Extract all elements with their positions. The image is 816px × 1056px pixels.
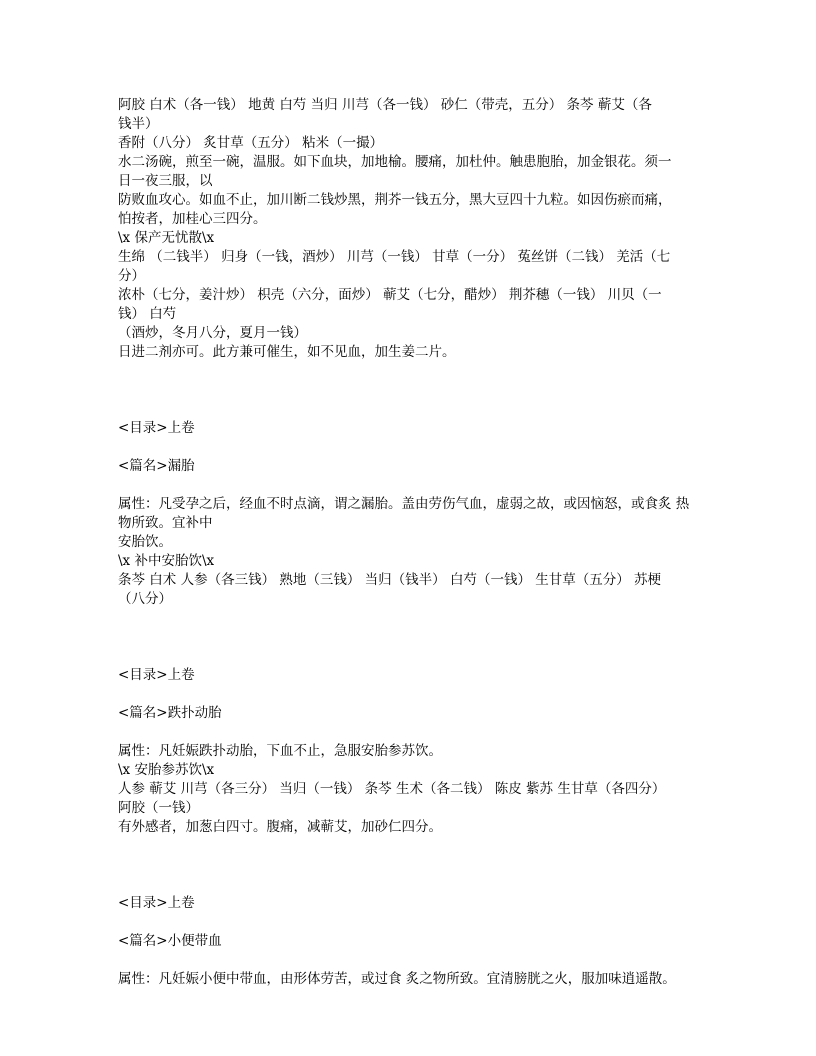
text-line: 防败血攻心。如血不止，加川断二钱炒黑，荆芥一钱五分，黑大豆四十九粒。如因伤瘀而痛， xyxy=(118,192,672,208)
spacer xyxy=(118,476,703,495)
text-line: 日进二剂亦可。此方兼可催生，如不见血，加生姜二片。 xyxy=(118,344,456,360)
text-line: 钱半） xyxy=(118,116,159,132)
section-lou-tai xyxy=(118,419,703,609)
text-line: 属性：凡受孕之后，经血不时点滴，谓之漏胎。盖由劳伤气血，虚弱之故，或因恼怒，或食炙 热 xyxy=(118,496,690,512)
section-continuation xyxy=(118,96,703,362)
text-line: （八分） xyxy=(118,591,172,607)
text-line: 安胎饮。 xyxy=(118,534,172,550)
chapter-title: <篇名>漏胎 xyxy=(118,458,195,474)
text-line: 日一夜三服，以 xyxy=(118,173,213,189)
text-line: 属性：凡妊娠小便中带血，由形体劳苦，或过食 炙之物所致。宜清膀胱之火，服加味逍遥散。 xyxy=(118,971,676,987)
chapter-title: <篇名>小便带血 xyxy=(118,933,222,949)
catalog-label: <目录>上卷 xyxy=(118,895,195,911)
text-line: 人参 蕲艾 川芎（各三分） 当归（一钱） 条芩 生术（各二钱） 陈皮 紫苏 生甘草（各四分） xyxy=(118,781,666,797)
section-die-pu-dong-tai xyxy=(118,666,703,837)
recipe-heading: \x 补中安胎饮\x xyxy=(118,553,215,569)
text-line: 属性：凡妊娠跌扑动胎，下血不止，急服安胎参苏饮。 xyxy=(118,743,442,759)
text-line: 钱） 白芍 xyxy=(118,306,177,322)
text-line: （酒炒，冬月八分，夏月一钱） xyxy=(118,325,307,341)
spacer xyxy=(118,951,703,970)
chapter-title: <篇名>跌扑动胎 xyxy=(118,705,222,721)
spacer xyxy=(118,685,703,704)
recipe-heading: \x 安胎参苏饮\x xyxy=(118,762,215,778)
spacer xyxy=(118,438,703,457)
text-line: 水二汤碗，煎至一碗，温服。如下血块，加地榆。腰痛，加杜仲。触患胞胎，加金银花。须一 xyxy=(118,154,672,170)
text-line: 分） xyxy=(118,268,145,284)
text-line: 阿胶 白术（各一钱） 地黄 白芍 当归 川芎（各一钱） 砂仁（带壳，五分） 条芩 蕲艾（各 xyxy=(118,97,652,113)
catalog-label: <目录>上卷 xyxy=(118,420,195,436)
spacer xyxy=(118,362,703,419)
text-line: 阿胶（一钱） xyxy=(118,800,199,816)
spacer xyxy=(118,913,703,932)
recipe-heading: \x 保产无忧散\x xyxy=(118,230,215,246)
spacer xyxy=(118,837,703,894)
spacer xyxy=(118,609,703,666)
text-line: 条芩 白术 人参（各三钱） 熟地（三钱） 当归（钱半） 白芍（一钱） 生甘草（五分） 苏梗 xyxy=(118,572,662,588)
text-line: 怕按者，加桂心三四分。 xyxy=(118,211,267,227)
text-line: 浓朴（七分，姜汁炒） 枳壳（六分，面炒） 蕲艾（七分，醋炒） 荆芥穗（一钱） 川贝（一 xyxy=(118,287,662,303)
spacer xyxy=(118,723,703,742)
text-line: 物所致。宜补中 xyxy=(118,515,213,531)
text-line: 香附（八分） 炙甘草（五分） 粘米（一撮） xyxy=(118,135,384,151)
section-xiao-bian-dai-xue xyxy=(118,894,703,989)
catalog-label: <目录>上卷 xyxy=(118,667,195,683)
text-line: 有外感者，加葱白四寸。腹痛，减蕲艾，加砂仁四分。 xyxy=(118,819,442,835)
document-page xyxy=(118,96,703,989)
text-line: 生绵 （二钱半） 归身（一钱，酒炒） 川芎（一钱） 甘草（一分） 菟丝饼（二钱） 羌活（七 xyxy=(118,249,671,265)
